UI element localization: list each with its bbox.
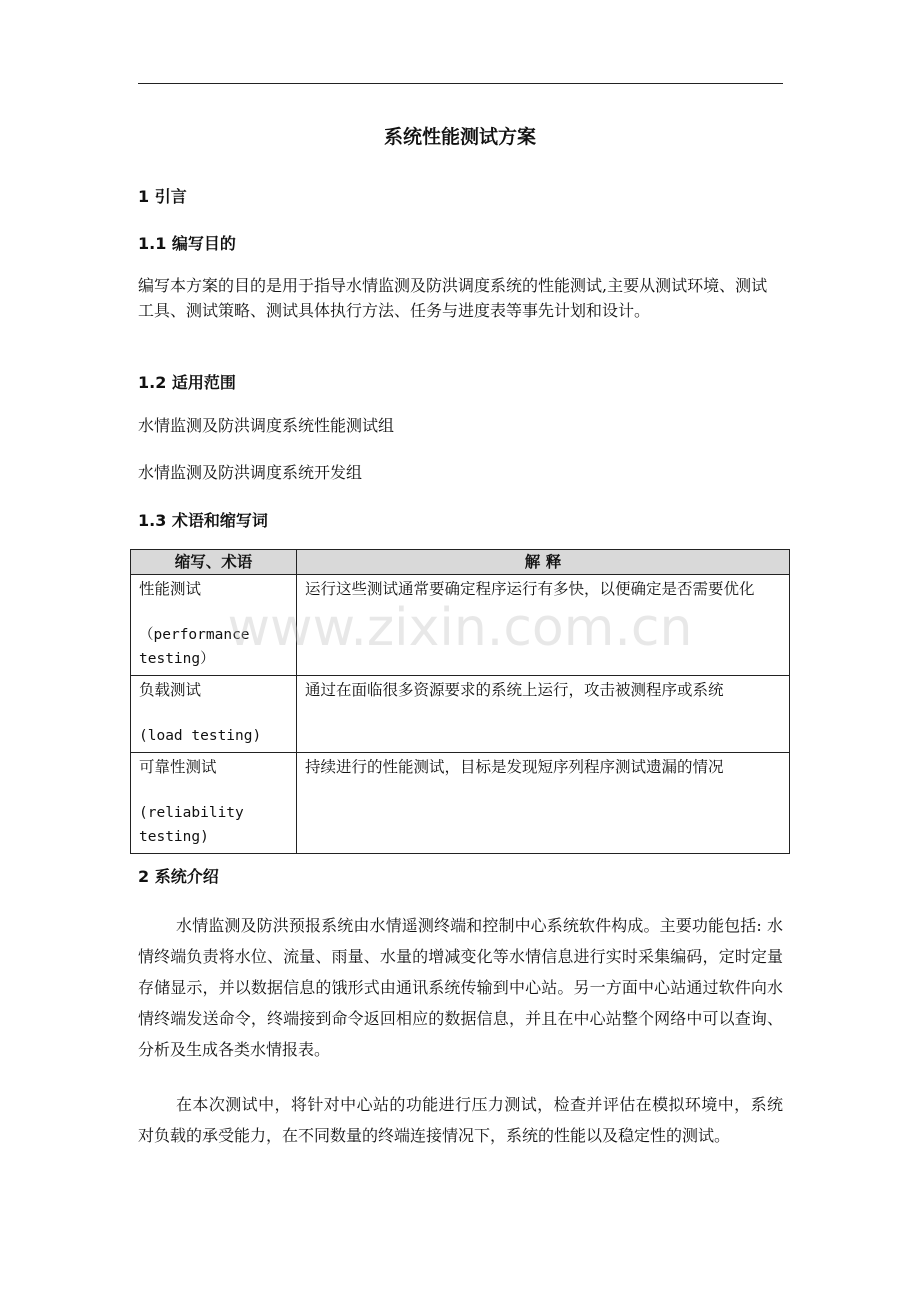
term-english: (load testing) xyxy=(139,728,262,744)
section-1-3-heading: 1.3 术语和缩写词 xyxy=(138,511,268,530)
column-header-desc: 解 释 xyxy=(297,550,790,575)
desc-cell: 通过在面临很多资源要求的系统上运行，攻击被测程序或系统 xyxy=(297,676,790,753)
term-english: (reliability testing) xyxy=(139,805,244,845)
table-row xyxy=(131,676,790,753)
term-cell xyxy=(131,676,297,753)
term-chinese: 负载测试 xyxy=(139,681,202,699)
term-english: （performance testing） xyxy=(139,627,250,667)
section-2-paragraph-2: 在本次测试中，将针对中心站的功能进行压力测试，检查并评估在模拟环境中，系统对负载的承受能力，在不同数量的终端连接情况下，系统的性能以及稳定性的测试。 xyxy=(138,1095,783,1145)
table-row xyxy=(131,753,790,854)
section-1-heading: 1 引言 xyxy=(138,187,187,206)
term-cell xyxy=(131,753,297,854)
section-1-1-heading: 1.1 编写目的 xyxy=(138,234,236,253)
document-title: 系统性能测试方案 xyxy=(383,126,536,148)
header-rule xyxy=(138,83,783,84)
scope-line-2: 水情监测及防洪调度系统开发组 xyxy=(138,463,363,482)
watermark: www.zixin.com.cn xyxy=(227,598,693,658)
section-2-paragraph-1: 水情监测及防洪预报系统由水情遥测终端和控制中心系统软件构成。主要功能包括: 水情终端负责将水位、流量、雨量、水量的增减变化等水情信息进行实时采集编码，定时定量存储显示，并以数据信息的饿形式由通讯系统传输到中心站。另一方面中心站通过软件向水情终端发送命令，终端接到命令返回相应的数据信息，并且在中心站整个网络中可以查询、分析及生成各类水情报表。 xyxy=(138,916,783,1059)
section-1-1-body: 编写本方案的目的是用于指导水情监测及防洪调度系统的性能测试,主要从测试环境、测试工具、测试策略、测试具体执行方法、任务与进度表等事先计划和设计。 xyxy=(138,276,768,320)
table-header-row xyxy=(131,550,790,575)
table-row xyxy=(131,575,790,676)
section-1-2-heading: 1.2 适用范围 xyxy=(138,373,236,392)
desc-cell: 运行这些测试通常要确定程序运行有多快，以便确定是否需要优化 xyxy=(297,575,790,676)
term-chinese: 性能测试 xyxy=(139,580,202,598)
term-cell xyxy=(131,575,297,676)
scope-line-1: 水情监测及防洪调度系统性能测试组 xyxy=(138,416,395,435)
term-chinese: 可靠性测试 xyxy=(139,758,217,776)
terms-table xyxy=(130,549,790,854)
desc-cell: 持续进行的性能测试，目标是发现短序列程序测试遗漏的情况 xyxy=(297,753,790,854)
section-2-heading: 2 系统介绍 xyxy=(138,867,219,886)
column-header-term: 缩写、术语 xyxy=(131,550,297,575)
